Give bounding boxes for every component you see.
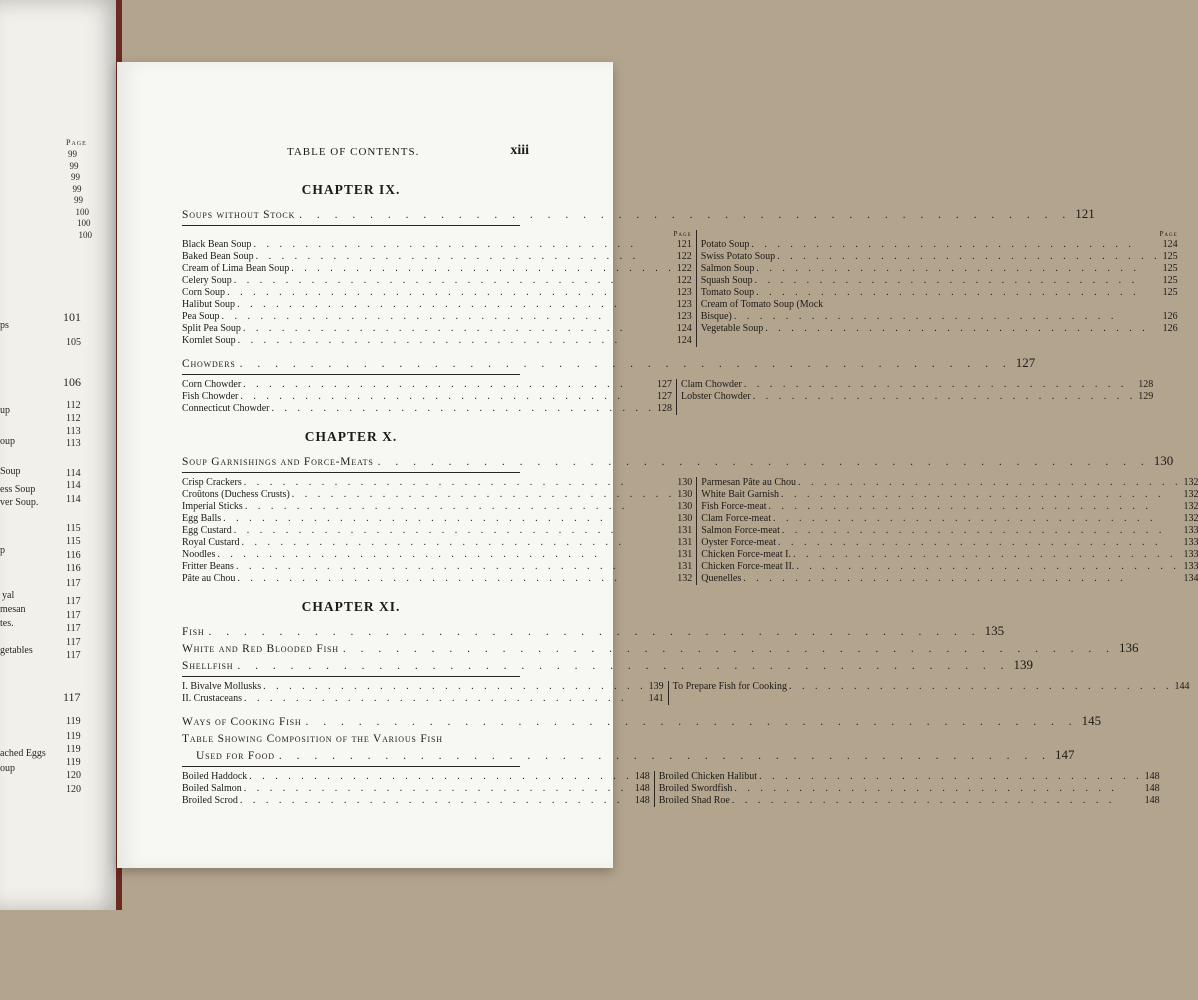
toc-entry-name: Fish Chowder [182,391,239,402]
left-page-number: 99 [69,160,79,171]
book-page [117,62,1198,868]
toc-entry-page: 131 [677,561,693,572]
toc-entry-page: 122 [676,263,692,274]
left-page-fragment: p [0,545,5,556]
toc-entry [182,335,692,347]
divider [182,374,520,375]
left-page-fragment: ps [0,320,9,331]
toc-entry [182,681,664,693]
toc-entry-page: 141 [648,693,664,704]
left-page-number: 117 [66,623,81,634]
toc-entry-page: 129 [1138,391,1154,402]
toc-entry-page: 131 [677,525,693,536]
left-page-number: 115 [66,536,81,547]
toc-entry-name: Corn Chowder [182,379,242,390]
toc-entry [701,239,1178,251]
chapter-title: CHAPTER IX. [301,182,401,197]
toc-entry-page: 130 [677,477,693,488]
left-page-number: 99 [68,149,77,159]
toc-entry [701,323,1178,335]
left-page-number: 100 [75,206,89,217]
toc-entry-name: White Bait Garnish [701,489,780,500]
toc-entry-page: 122 [676,251,692,262]
toc-entry-page: 125 [1162,275,1178,286]
left-page-number: 117 [66,650,81,661]
left-page-number: 99 [74,195,83,205]
left-page-fragment: ver Soup. [0,497,39,508]
left-page-fragment: oup [0,436,15,447]
left-page-number: 113 [66,438,81,449]
toc-entry-name: Split Pea Soup [182,323,241,334]
toc-entry [681,391,1153,403]
left-page-number: 119 [66,744,81,755]
toc-entry-name: Fritter Beans [182,561,234,572]
left-page-fragment: Soup [0,466,21,477]
toc-entry-page: 126 [1162,323,1178,334]
toc-entry-name: To Prepare Fish for Cooking [672,681,787,692]
toc-entry [182,263,692,275]
toc-entry-name: Chicken Force-meat II. [701,561,795,572]
toc-entry-page: 123 [676,287,692,298]
left-page-header: Page [66,138,87,147]
divider [182,472,520,473]
toc-entry-name: Broiled Shad Roe [658,795,730,806]
toc-entry-name: Pâte au Chou [182,573,236,584]
left-page-number: 117 [66,578,81,589]
left-page-number: 117 [66,596,81,607]
left-page-number: 116 [66,550,81,561]
toc-entry [182,275,692,287]
left-page-number: 119 [66,731,81,742]
toc-entry-page: 122 [676,275,692,286]
toc-content [182,182,1198,807]
left-page-number: 112 [66,400,81,411]
left-page-number: 117 [66,637,81,648]
left-page-number: 119 [66,757,81,768]
divider [182,225,520,226]
toc-entry-name: Cream of Lima Bean Soup [182,263,290,274]
left-page-fragment: ess Soup [0,484,36,495]
toc-entry-name: Boiled Haddock [182,771,248,782]
toc-entry [182,783,650,795]
toc-entry [701,263,1178,275]
toc-entry-page: 132 [1183,513,1198,524]
divider [182,676,520,677]
toc-entry [182,299,692,311]
toc-section: Ways of Cooking Fish . . . 145 [182,713,520,730]
toc-entry-name: Black Bean Soup [182,239,252,250]
page-col-header: Page [673,230,692,238]
left-page-number: 119 [66,716,81,727]
toc-section: Soup Garnishings and Force-Meats . . . 130 [182,453,520,470]
toc-entry-name: Squash Soup [700,275,753,286]
toc-entry [182,693,664,705]
toc-section: Chowders . . . 127 [182,355,520,372]
toc-entries-soups [182,230,1178,347]
toc-entry-name: Croûtons (Duchess Crusts) [182,489,290,500]
toc-entry-page: 124 [676,335,692,346]
left-page-number: 101 [63,310,81,324]
toc-entry-name: Broiled Chicken Halibut [658,771,758,782]
toc-entry-page: 124 [1162,239,1178,250]
toc-entries-boiled-broiled [182,771,1160,807]
toc-entry [701,477,1198,489]
toc-entry-page: 148 [1144,783,1160,794]
left-page-fragment: oup [0,763,15,774]
toc-entry-name: Clam Chowder [680,379,742,390]
toc-entry-page: 132 [677,573,693,584]
toc-entry-name: I. Bivalve Mollusks [182,681,262,692]
toc-entry-name: Vegetable Soup [700,323,764,334]
toc-entry [182,795,650,807]
toc-entry-name: Swiss Potato Soup [700,251,776,262]
page-number: xiii [510,143,529,158]
left-page-number: 115 [66,523,81,534]
toc-entry-name: Connecticut Chowder [182,403,270,414]
toc-entry-name: Parmesan Pâte au Chou [701,477,796,488]
toc-entry-name: II. Crustaceans [182,693,242,704]
toc-entry-page: 134 [1183,573,1198,584]
toc-entry-name: Boiled Salmon [182,783,242,794]
toc-entry-page: 132 [1183,501,1198,512]
toc-entry [182,537,692,549]
toc-entry-name: Egg Custard [182,525,232,536]
left-page-fragment: mesan [0,604,26,615]
toc-entry-name: Chicken Force-meat I. [701,549,791,560]
toc-entry [182,489,692,501]
toc-entry-page: 123 [676,311,692,322]
toc-entry-page: 132 [1183,477,1198,488]
toc-entry-page: 127 [656,379,672,390]
left-page-number: 99 [72,183,82,194]
divider [182,766,520,767]
toc-entry-page: 130 [677,501,693,512]
toc-entry [182,311,692,323]
toc-entry-name: Potato Soup [700,239,750,250]
toc-entry [701,287,1178,299]
toc-entry [673,681,1190,693]
toc-entry-page: 148 [634,771,650,782]
left-page-number: 113 [66,426,81,437]
toc-entry-name: Oyster Force-meat [701,537,776,548]
toc-entry-name: Tomato Soup [700,287,755,298]
toc-entry-name: Baked Bean Soup [182,251,254,262]
toc-entry [182,477,692,489]
toc-entry-name: Broiled Scrod [182,795,238,806]
toc-entry-page: 133 [1183,525,1198,536]
toc-entry [681,379,1153,391]
chapter-title: CHAPTER XI. [301,599,401,614]
toc-entry [182,561,692,573]
toc-entry-page: 123 [676,299,692,310]
toc-entry [659,795,1160,807]
toc-entry [701,549,1198,561]
toc-entry-page: 148 [634,795,650,806]
toc-entry-name: Bisque) [700,311,732,322]
toc-entry-page: 131 [677,537,693,548]
left-page-fragment: getables [0,645,33,656]
toc-entry [701,251,1178,263]
toc-entry-page: 133 [1183,537,1198,548]
toc-section: Used for Food . . . 147 [182,747,520,764]
toc-entry-name: Cream of Tomato Soup (Mock [700,299,824,310]
toc-section: Table Showing Composition of the Various Fish [182,733,443,745]
left-page-number: 105 [66,337,81,348]
toc-entry [182,771,650,783]
left-page-number: 99 [71,172,80,182]
toc-entry [701,513,1198,525]
toc-entry [701,489,1198,501]
toc-entry-name: Halibut Soup [182,299,236,310]
toc-entry-page: 128 [656,403,672,414]
left-page-number: 106 [63,375,81,389]
toc-entry [182,513,692,525]
toc-entry [659,771,1160,783]
toc-entry-page: 133 [1183,561,1198,572]
left-page-number: 117 [63,690,81,704]
toc-entry [182,525,692,537]
toc-entry-page: 124 [676,323,692,334]
toc-entry [182,501,692,513]
toc-entry-page: 131 [677,549,693,560]
toc-entry-page: 127 [656,391,672,402]
toc-entry-name: Salmon Soup [700,263,755,274]
toc-entry-name: Celery Soup [182,275,232,286]
toc-entry [701,299,1178,311]
left-page-fragment: yal [2,590,15,601]
toc-entry-name: Kornlet Soup [182,335,236,346]
left-page-number: 100 [78,229,92,240]
left-page-number: 120 [66,770,81,781]
running-head-title: TABLE OF CONTENTS. [287,146,420,158]
toc-entry-name: Corn Soup [182,287,226,298]
toc-entry-name: Egg Balls [182,513,222,524]
toc-entry [701,561,1198,573]
toc-entry-name: Clam Force-meat [701,513,771,524]
toc-entries-shellfish [182,681,1190,705]
toc-entry [701,501,1198,513]
left-page-fragment: ached Eggs [0,748,46,759]
toc-entry [701,525,1198,537]
toc-entry [659,783,1160,795]
toc-entry-name: Quenelles [701,573,742,584]
toc-entry-name: Royal Custard [182,537,240,548]
toc-entry [182,573,692,585]
toc-entry-page: 128 [1138,379,1154,390]
left-page-number: 116 [66,563,81,574]
toc-entry [182,239,692,251]
left-page-number: 117 [66,610,81,621]
toc-entry-page: 148 [634,783,650,794]
toc-entry [701,311,1178,323]
left-page-number: 114 [66,468,81,479]
toc-entry-name: Broiled Swordfish [658,783,733,794]
toc-entries-garnishings [182,477,1198,585]
toc-entry [701,573,1198,585]
left-page [0,0,122,910]
left-page-number: 114 [66,480,81,491]
toc-entry [182,391,672,403]
toc-entry-name: Pea Soup [182,311,220,322]
toc-entry [182,549,692,561]
toc-entry-name: Salmon Force-meat [701,525,780,536]
toc-entry-name: Noodles [182,549,216,560]
toc-entry-page: 125 [1162,287,1178,298]
toc-entry-name: Crisp Crackers [182,477,242,488]
toc-entry-page: 121 [676,239,692,250]
toc-entry-name: Lobster Chowder [680,391,751,402]
toc-entry-page: 148 [1144,771,1160,782]
toc-entry [701,537,1198,549]
toc-section: Soups without Stock . . . 121 [182,206,520,223]
toc-section: White and Red Blooded Fish . . . 136 [182,640,520,657]
left-page-number: 120 [66,784,81,795]
toc-entry-name: Fish Force-meat [701,501,767,512]
toc-entry-page: 133 [1183,549,1198,560]
toc-entry-name: Imperial Sticks [182,501,243,512]
toc-entry [182,323,692,335]
toc-entry-page: 125 [1162,251,1178,262]
left-page-number: 114 [66,494,81,505]
toc-entry [182,379,672,391]
toc-entry-page: 148 [1144,795,1160,806]
left-page-number: 100 [77,218,91,228]
toc-entries-chowders [182,379,1154,415]
toc-entry [182,251,692,263]
toc-entry-page: 125 [1162,263,1178,274]
chapter-title: CHAPTER X. [304,429,398,444]
toc-entry [182,287,692,299]
toc-entry-page: 126 [1162,311,1178,322]
page-col-header: Page [1159,230,1178,238]
left-page-fragment: tes. [0,618,14,629]
toc-section: Shellfish . . . 139 [182,657,520,674]
toc-entry-page: 132 [1183,489,1198,500]
toc-entry-page: 130 [677,513,693,524]
toc-entry [182,403,672,415]
toc-entry [701,275,1178,287]
toc-entry-page: 130 [677,489,693,500]
toc-entry-page: 139 [648,681,664,692]
left-page-number: 112 [66,413,81,424]
toc-section: Fish . . . 135 [182,623,520,640]
toc-entry-page: 144 [1174,681,1190,692]
left-page-fragment: up [0,405,10,416]
